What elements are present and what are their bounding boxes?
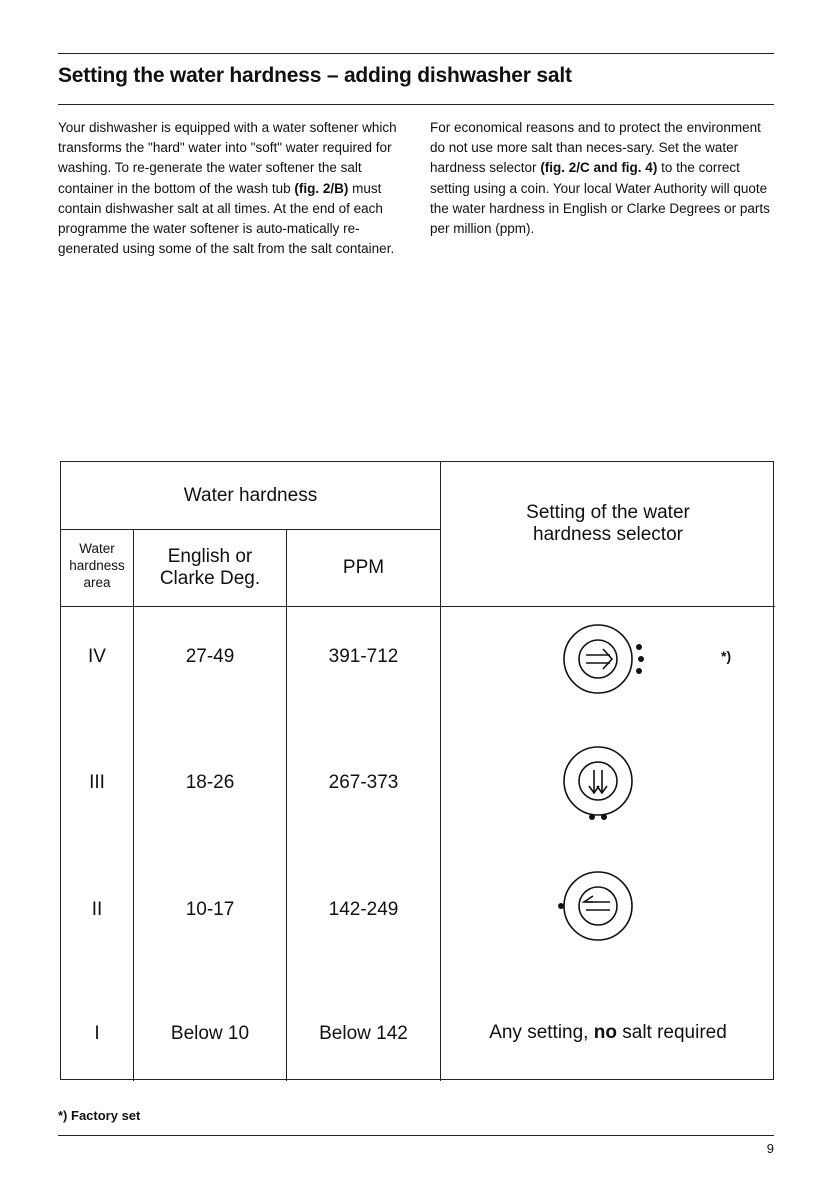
row-degree: 18-26 [185,772,235,793]
row-area: IV [88,646,106,667]
grid-line [61,606,775,607]
row-degree: Below 10 [170,1023,250,1044]
row-ppm: Below 142 [319,1023,408,1044]
row-area: III [89,772,105,793]
grid-line [440,462,441,1081]
footnote: *) Factory set [58,1108,141,1123]
intro-right-column: For economical reasons and to protect the environment do not use more salt than neces-sary. Set the water hardness selector (fig. 2/C and fig. 4) to the correct setting using a coin. Your local Water Authority will quote the water hardness in English or Clarke Degrees or parts per million (ppm). [430,120,770,237]
row-degree: 27-49 [185,646,235,667]
grid-line [133,529,134,1081]
water-hardness-header: Water hardness [183,485,318,506]
footer-rule [58,1135,774,1136]
area-column-header: Water hardness area [69,541,125,590]
row-ppm: 267-373 [328,772,399,793]
selector-arrow-right-icon [562,624,652,714]
any-setting-text: Any setting, no salt required [489,1022,727,1043]
row-ppm: 142-249 [328,899,399,920]
selector-header: Setting of the water hardness selector [526,502,690,545]
top-rule [58,53,774,54]
page-title: Setting the water hardness – adding dishwasher salt [58,64,572,87]
row-degree: 10-17 [185,899,235,920]
title-rule [58,104,774,105]
row-ppm: 391-712 [328,646,399,667]
row-area: II [91,899,103,920]
grid-line [286,529,287,1081]
grid-line [61,529,440,530]
degree-column-header: English or Clarke Deg. [159,546,261,589]
selector-arrows-updown-icon [563,746,643,826]
page-number: 9 [766,1141,774,1156]
factory-set-note: *) [721,648,732,664]
water-hardness-table [60,461,774,1080]
row-area: I [94,1023,100,1044]
ppm-column-header: PPM [342,557,385,578]
intro-left-column: Your dishwasher is equipped with a water softener which transforms the "hard" water into "soft" water required for washing. To re-generate the water softener the salt container in the bottom of the wash tub (fig. 2/B) must contain dishwasher salt at all times. At the end of each programme the water softener is auto-matically re-generated using some of the salt from the salt container. [58,120,397,257]
selector-arrow-left-icon [556,871,646,951]
